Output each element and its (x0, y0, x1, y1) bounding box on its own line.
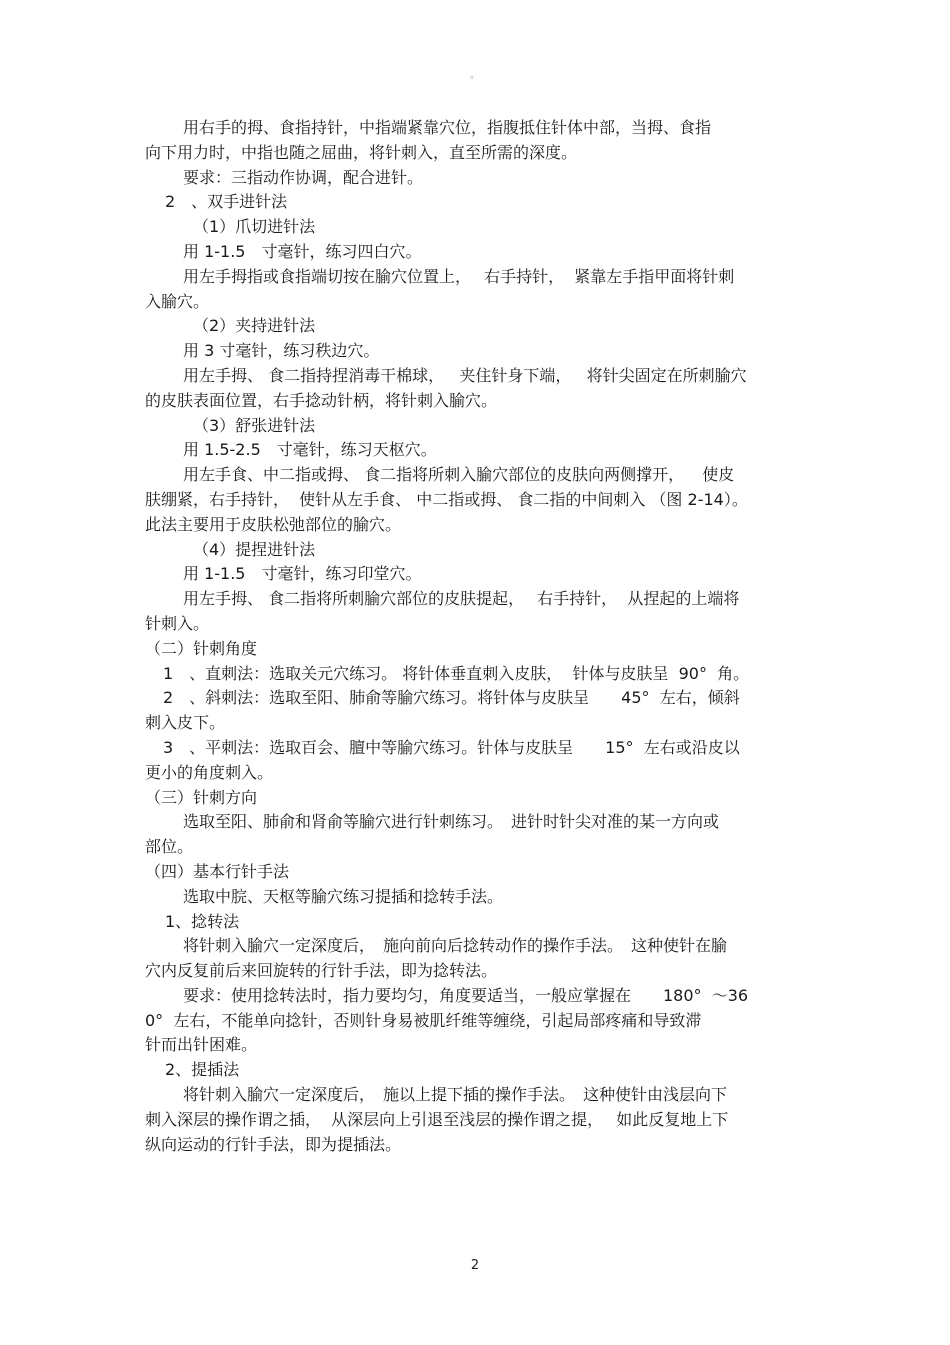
text-line: 选取至阳、肺俞和肾俞等腧穴进行针刺练习。 进针时针尖对准的某一方向或 (183, 812, 720, 832)
text-line: 1、捻转法 (165, 911, 240, 931)
text-line: （4）提捏进针法 (193, 539, 316, 559)
text-line: 向下用力时，中指也随之屈曲，将针刺入，直至所需的深度。 (145, 142, 578, 162)
text-line: 2、提插法 (165, 1060, 240, 1080)
text-line: （1）爪切进针法 (193, 217, 316, 237)
text-line: 刺入深层的操作谓之插， 从深层向上引退至浅层的操作谓之提， 如此反复地上下 (145, 1109, 729, 1129)
text-line: 3 、平刺法：选取百会、膻中等腧穴练习。针体与皮肤呈 15° 左右或沿皮以 (163, 737, 740, 757)
text-line: （3）舒张进针法 (193, 415, 316, 435)
text-line: 刺入皮下。 (145, 713, 226, 733)
text-line: 的皮肤表面位置，右手捻动针柄，将针刺入腧穴。 (145, 390, 498, 410)
text-line: 要求：三指动作协调，配合进针。 (183, 167, 424, 187)
text-line: 肤绷紧，右手持针， 使针从左手食、 中二指或拇、 食二指的中间刺入 （图 2-14）。 (145, 489, 748, 509)
text-line: 更小的角度刺入。 (145, 762, 274, 782)
text-line: 选取中脘、天枢等腧穴练习提插和捻转手法。 (183, 886, 504, 906)
text-line: 入腧穴。 (145, 291, 210, 311)
text-line: （四）基本行针手法 (145, 861, 290, 881)
text-line: 穴内反复前后来回旋转的行针手法，即为捻转法。 (145, 961, 498, 981)
header-mark: 。 (470, 70, 480, 81)
text-line: 用 1-1.5 寸毫针，练习印堂穴。 (183, 564, 422, 584)
text-line: 用 3 寸毫针，练习秩边穴。 (183, 341, 380, 361)
text-line: （三）针刺方向 (145, 787, 258, 807)
text-line: 0° 左右，不能单向捻针，否则针身易被肌纤维等缠绕，引起局部疼痛和导致滞 (145, 1010, 702, 1030)
body-text (145, 116, 815, 1157)
text-line: 部位。 (145, 837, 194, 857)
text-line: 2 、双手进针法 (165, 192, 288, 212)
text-line: 此法主要用于皮肤松弛部位的腧穴。 (145, 514, 402, 534)
text-line: 将针刺入腧穴一定深度后， 施向前向后捻转动作的操作手法。 这种使针在腧 (183, 936, 728, 956)
text-line: 2 、斜刺法：选取至阳、肺俞等腧穴练习。将针体与皮肤呈 45° 左右，倾斜 (163, 688, 740, 708)
text-line: 针刺入。 (145, 613, 210, 633)
text-line: 用左手拇、 食二指持捏消毒干棉球， 夹住针身下端， 将针尖固定在所刺腧穴 (183, 365, 747, 385)
text-line: 要求：使用捻转法时，指力要均匀，角度要适当，一般应掌握在 180° ～36 (183, 985, 749, 1005)
text-line: 用 1.5-2.5 寸毫针，练习天枢穴。 (183, 440, 437, 460)
text-line: 用右手的拇、食指持针，中指端紧靠穴位，指腹抵住针体中部，当拇、食指 (183, 118, 712, 137)
text-line: （二）针刺角度 (145, 638, 258, 658)
text-line: 用左手拇指或食指端切按在腧穴位置上， 右手持针， 紧靠左手指甲面将针刺 (183, 266, 735, 286)
page-number: 2 (470, 1258, 480, 1273)
text-line: 用左手拇、 食二指将所刺腧穴部位的皮肤提起， 右手持针， 从捏起的上端将 (183, 589, 740, 609)
text-line: 用 1-1.5 寸毫针，练习四白穴。 (183, 241, 422, 261)
text-line: 1 、直刺法：选取关元穴练习。 将针体垂直刺入皮肤， 针体与皮肤呈 90° 角。 (163, 663, 750, 683)
text-line: （2）夹持进针法 (193, 316, 316, 336)
text-line: 针而出针困难。 (145, 1035, 258, 1055)
text-line: 用左手食、中二指或拇、 食二指将所刺入腧穴部位的皮肤向两侧撑开， 使皮 (183, 465, 735, 485)
text-line: 纵向运动的行针手法，即为提插法。 (145, 1134, 402, 1154)
text-line: 将针刺入腧穴一定深度后， 施以上提下插的操作手法。 这种使针由浅层向下 (183, 1085, 728, 1105)
